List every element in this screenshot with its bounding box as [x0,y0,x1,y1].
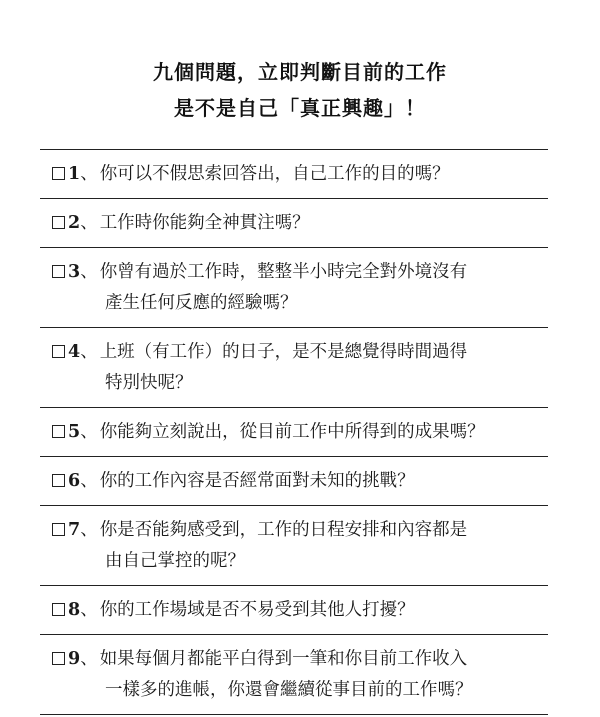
checkbox-icon[interactable] [52,216,65,229]
checkbox-icon[interactable] [52,167,65,180]
page-title-line-1: 九個問題，立即判斷目前的工作 [153,60,447,84]
question-number-separator: 、 [80,520,98,540]
question-text: 你是否能夠感受到，工作的日程安排和內容都是 [99,520,468,540]
question-number-separator: 、 [80,600,98,620]
question-number: 1 [68,164,81,184]
question-item [40,456,548,505]
question-text: 你的工作場域是否不易受到其他人打擾？ [99,600,415,620]
question-item [40,634,548,715]
checkbox-icon[interactable] [52,523,65,536]
question-continuation-line [52,546,548,577]
question-continuation-line [52,675,548,706]
title-block [0,54,600,126]
question-item [40,585,548,634]
question-number: 4 [68,342,81,362]
question-text: 你的工作內容是否經常面對未知的挑戰？ [99,471,415,491]
question-item [40,407,548,456]
question-number-separator: 、 [80,262,98,282]
question-first-line [52,208,548,239]
page-title-line-2: 是不是自己「真正興趣」！ [174,96,426,120]
question-number-separator: 、 [80,649,98,669]
question-number: 7 [68,520,81,540]
question-text: 你曾有過於工作時，整整半小時完全對外境沒有 [99,262,468,282]
question-item [40,198,548,247]
question-item [40,327,548,407]
question-number-separator: 、 [80,164,98,184]
question-first-line [52,159,548,190]
question-first-line [52,515,548,546]
question-text: 由自己掌控的呢？ [105,551,245,571]
question-text: 產生任何反應的經驗嗎？ [105,293,298,313]
question-text: 工作時你能夠全神貫注嗎？ [99,213,310,233]
question-item [40,149,548,198]
question-number-separator: 、 [80,422,98,442]
question-text: 一樣多的進帳，你還會繼續從事目前的工作嗎？ [105,680,473,700]
question-number: 5 [68,422,81,442]
question-continuation-line [52,288,548,319]
question-number-separator: 、 [80,471,98,491]
question-checklist [40,149,548,715]
question-number: 9 [68,649,81,669]
question-text: 如果每個月都能平白得到一筆和你目前工作收入 [99,649,468,669]
question-first-line [52,417,548,448]
question-number: 8 [68,600,81,620]
checkbox-icon[interactable] [52,345,65,358]
question-text: 上班（有工作）的日子，是不是總覺得時間過得 [99,342,468,362]
question-number: 2 [68,213,81,233]
question-first-line [52,466,548,497]
question-number: 6 [68,471,81,491]
question-number: 3 [68,262,81,282]
question-first-line [52,595,548,626]
question-number-separator: 、 [80,213,98,233]
checkbox-icon[interactable] [52,603,65,616]
checkbox-icon[interactable] [52,652,65,665]
question-continuation-line [52,368,548,399]
question-text: 你能夠立刻說出，從目前工作中所得到的成果嗎？ [99,422,485,442]
question-number-separator: 、 [80,342,98,362]
question-item [40,505,548,585]
question-first-line [52,257,548,288]
question-text: 特別快呢？ [105,373,193,393]
question-text: 你可以不假思索回答出，自己工作的目的嗎？ [99,164,450,184]
question-item [40,247,548,327]
question-first-line [52,337,548,368]
question-first-line [52,644,548,675]
checkbox-icon[interactable] [52,425,65,438]
checkbox-icon[interactable] [52,265,65,278]
checkbox-icon[interactable] [52,474,65,487]
